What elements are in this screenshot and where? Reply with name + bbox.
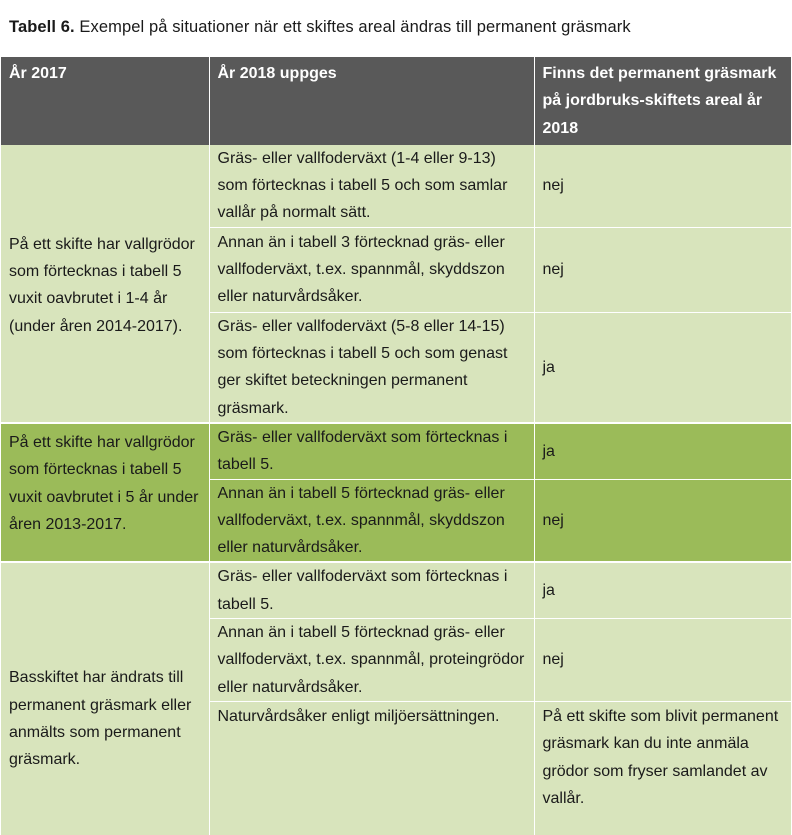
- crop-cell: Gräs- eller vallfoderväxt (5-8 eller 14-15) som förtecknas i tabell 5 och som genast ger skiftet beteckningen permanent gräsmark.: [209, 312, 534, 423]
- answer-cell: nej: [534, 227, 791, 312]
- table-row: [1, 562, 791, 618]
- crop-cell: Gräs- eller vallfoderväxt som förtecknas i tabell 5.: [209, 423, 534, 479]
- answer-cell: nej: [534, 619, 791, 702]
- answer-cell: På ett skifte som blivit permanent gräsmark kan du inte anmäla grödor som fryser samlandet av vallår.: [534, 702, 791, 835]
- crop-cell: Naturvårdsåker enligt miljöersättningen.: [209, 702, 534, 835]
- table-row: [1, 423, 791, 479]
- caption-label: Tabell 6.: [9, 18, 75, 36]
- header-year-2018: År 2018 uppges: [209, 57, 534, 145]
- crop-cell: Annan än i tabell 5 förtecknad gräs- eller vallfoderväxt, t.ex. spannmål, proteingrödor eller naturvårdsåker.: [209, 619, 534, 702]
- answer-cell: nej: [534, 145, 791, 227]
- situations-table: [1, 57, 791, 835]
- header-permanent-grassland: Finns det permanent gräsmark på jordbruks-skiftets areal år 2018: [534, 57, 791, 145]
- table-row: [1, 145, 791, 227]
- crop-cell: Annan än i tabell 5 förtecknad gräs- eller vallfoderväxt, t.ex. spannmål, skyddszon eller naturvårdsåker.: [209, 479, 534, 562]
- answer-cell: nej: [534, 479, 791, 562]
- header-year-2017: År 2017: [1, 57, 209, 145]
- crop-cell: Gräs- eller vallfoderväxt som förtecknas i tabell 5.: [209, 562, 534, 618]
- answer-cell: ja: [534, 562, 791, 618]
- situation-cell: På ett skifte har vallgrödor som förtecknas i tabell 5 vuxit oavbrutet i 1-4 år (under åren 2014-2017).: [1, 145, 209, 423]
- answer-cell: ja: [534, 312, 791, 423]
- situation-cell: Basskiftet har ändrats till permanent gräsmark eller anmälts som permanent gräsmark.: [1, 562, 209, 834]
- situation-cell: På ett skifte har vallgrödor som förtecknas i tabell 5 vuxit oavbrutet i 5 år under åren 2013-2017.: [1, 423, 209, 562]
- answer-cell: ja: [534, 423, 791, 479]
- crop-cell: Gräs- eller vallfoderväxt (1-4 eller 9-13) som förtecknas i tabell 5 och som samlar vallår på normalt sätt.: [209, 145, 534, 227]
- table-caption: [9, 18, 631, 37]
- header-row: [1, 57, 791, 145]
- caption-text: Exempel på situationer när ett skiftes areal ändras till permanent gräsmark: [74, 18, 631, 36]
- crop-cell: Annan än i tabell 3 förtecknad gräs- eller vallfoderväxt, t.ex. spannmål, skyddszon eller naturvårdsåker.: [209, 227, 534, 312]
